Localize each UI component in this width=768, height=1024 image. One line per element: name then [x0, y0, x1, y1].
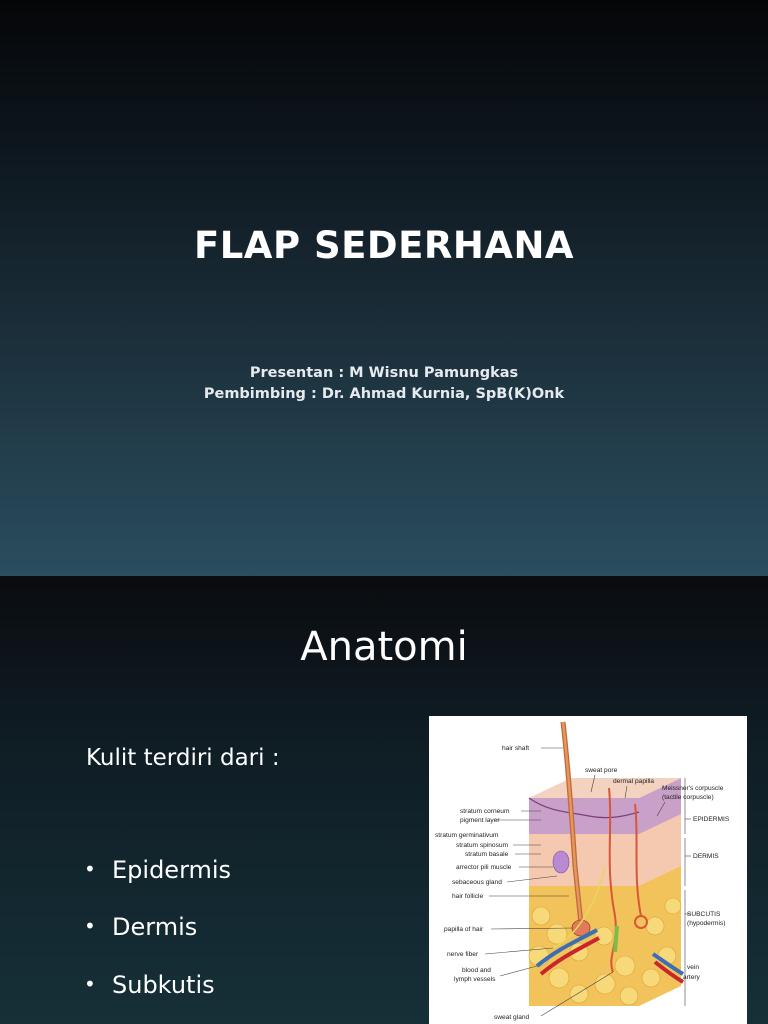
bullet-dot-icon: •	[84, 914, 96, 938]
label-dermal-papilla: dermal papilla	[613, 778, 655, 785]
label-stratum-spinosum: stratum spinosum	[456, 842, 509, 849]
label-hair-shaft: hair shaft	[502, 745, 530, 752]
skin-anatomy-diagram	[429, 716, 747, 1024]
label-meissners-corpuscle: Meissner's corpuscle	[662, 785, 724, 792]
bullet-item: • Epidermis	[84, 856, 232, 884]
label-tactile-corpuscle: (tactile corpuscle)	[662, 794, 714, 801]
label-artery: artery	[683, 974, 700, 981]
label-lymph-vessels: lymph vessels	[454, 976, 496, 983]
label-papilla-of-hair: papilla of hair	[444, 926, 484, 933]
label-sebaceous-gland: sebaceous gland	[452, 879, 502, 886]
label-epidermis: EPIDERMIS	[693, 816, 730, 823]
bullet-dot-icon: •	[84, 972, 96, 996]
label-hair-follicle: hair follicle	[452, 893, 484, 900]
label-stratum-basale: stratum basale	[465, 851, 509, 858]
label-hypodermis: (hypodermis)	[687, 920, 726, 927]
presenter-line: Presentan : M Wisnu Pamungkas	[249, 365, 519, 381]
label-dermis: DERMIS	[693, 853, 719, 860]
skin-cross-section-illustration	[429, 716, 747, 1024]
label-blood-and: blood and	[462, 967, 491, 974]
label-pigment-layer: pigment layer	[460, 817, 500, 824]
label-arrector-pili-muscle: arrector pili muscle	[456, 864, 512, 871]
label-subcutis: SUBCUTIS	[687, 911, 721, 918]
intro-text: Kulit terdiri dari :	[86, 745, 280, 771]
slide-title: Anatomi	[300, 624, 468, 670]
label-vein: vein	[687, 964, 700, 971]
label-sweat-pore: sweat pore	[585, 767, 618, 774]
label-sweat-gland: sweat gland	[494, 1014, 530, 1021]
label-stratum-germinativum: stratum germinativum	[435, 832, 499, 839]
slide-title: FLAP SEDERHANA	[193, 224, 575, 267]
bullet-item: • Subkutis	[84, 971, 215, 999]
advisor-line: Pembimbing : Dr. Ahmad Kurnia, SpB(K)Onk	[203, 386, 565, 402]
label-nerve-fiber: nerve fiber	[447, 951, 479, 958]
bullet-dot-icon: •	[84, 857, 96, 881]
label-stratum-corneum: stratum corneum	[460, 808, 510, 815]
anatomy-slide	[0, 576, 768, 1024]
bullet-item: • Dermis	[84, 913, 198, 941]
